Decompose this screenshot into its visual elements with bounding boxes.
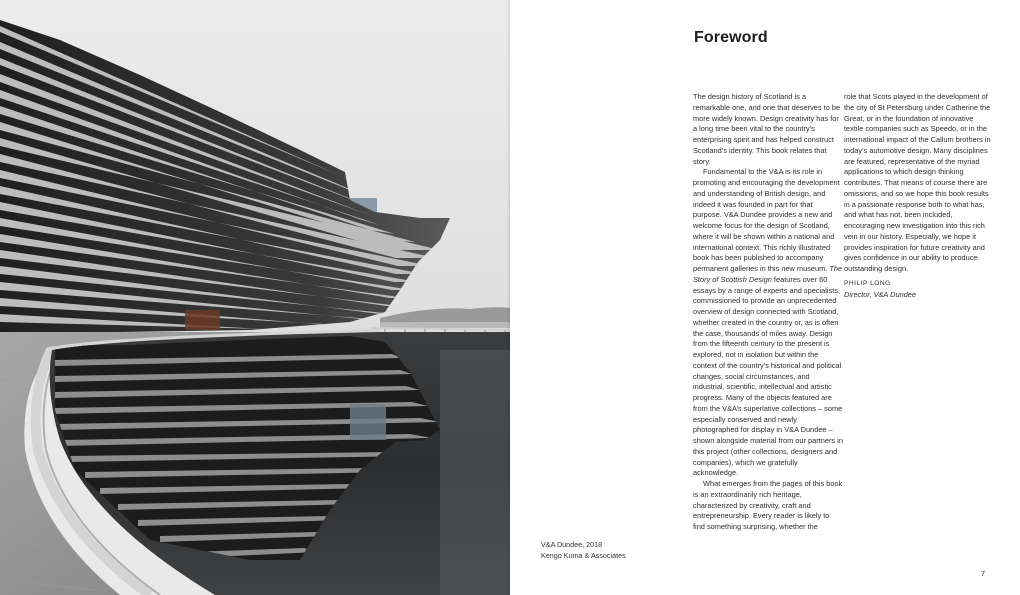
paragraph-text: Fundamental to the V&A is its role in promoting and encouraging the development and understanding of British design, and indeed it was founded in part for that purpose. V&A Dundee provides a new and welcome focus for the design of Scotland, where it will be shown within a national and international context. This richly illustrated book has been published to accompany permanent galleries in this new museum. [693, 167, 840, 273]
signature-role: Director, V&A Dundee [844, 289, 917, 299]
caption-credit: Kengo Kuma & Associates [541, 551, 626, 560]
paragraph-text: role that Scots played in the development of the city of St Petersburg under Catherine the Great, or in the foundation of innovative textile companies such as Speedo, or in the international impact of the Callum brothers in today’s automotive design. Many disciplines are featured, representative of the myriad applications to which design thinking contributes. That means of course there are omissions, and so we hope this book results in a passionate response both to what has, and what has not, been included, encouraging new investigation into this rich vein in our history. Especially, we hope it provides inspiration for future creativity and gives confidence in our ability to produce outstanding design. [844, 92, 991, 273]
paragraph [693, 167, 843, 479]
text-column-2 [844, 92, 992, 300]
paragraph-text: The design history of Scotland is a remarkable one, and one that deserves to be more widely known. Design creativity has for a long time been vital to the country’s enterprising spirit and has helped construct Scotland’s identity. This book relates that story. [693, 92, 841, 166]
page-number: 7 [981, 569, 986, 578]
signature-name: PHILIP LONG [844, 279, 891, 287]
page-title: Foreword [694, 29, 768, 46]
paragraph-text: features over 60 essays by a range of experts and specialists, commissioned to provide an unprecedented overview of design connected with Scotland, whether created in the country or, as is often the case, thousands of miles away. Design from the fifteenth century to the present is explored, not in isolation but within the context of the country’s historical and political changes, social circumstances, and industrial, scientific, intellectual and artistic progress. Many of the objects featured are from the V&A’s superlative collections – some especially conserved and newly photographed for display in V&A Dundee – shown alongside material from our partners in this project (other collections, designers and companies), which we gratefully acknowledge. [693, 274, 843, 478]
paragraph [693, 92, 843, 167]
paragraph [844, 92, 992, 275]
text-column-1 [693, 92, 843, 533]
book-title-text: The Story of Scottish Design [693, 264, 843, 284]
text-column-2-body [844, 92, 992, 275]
photo-caption [541, 539, 681, 561]
paragraph [693, 479, 843, 533]
caption-title: V&A Dundee, 2018 [541, 540, 603, 549]
signature [844, 279, 992, 301]
paragraph-text: What emerges from the pages of this book is an extraordinarily rich heritage, characterized by creativity, craft and entrepreneurship. Every reader is likely to find something surprising, whether the [693, 479, 843, 531]
